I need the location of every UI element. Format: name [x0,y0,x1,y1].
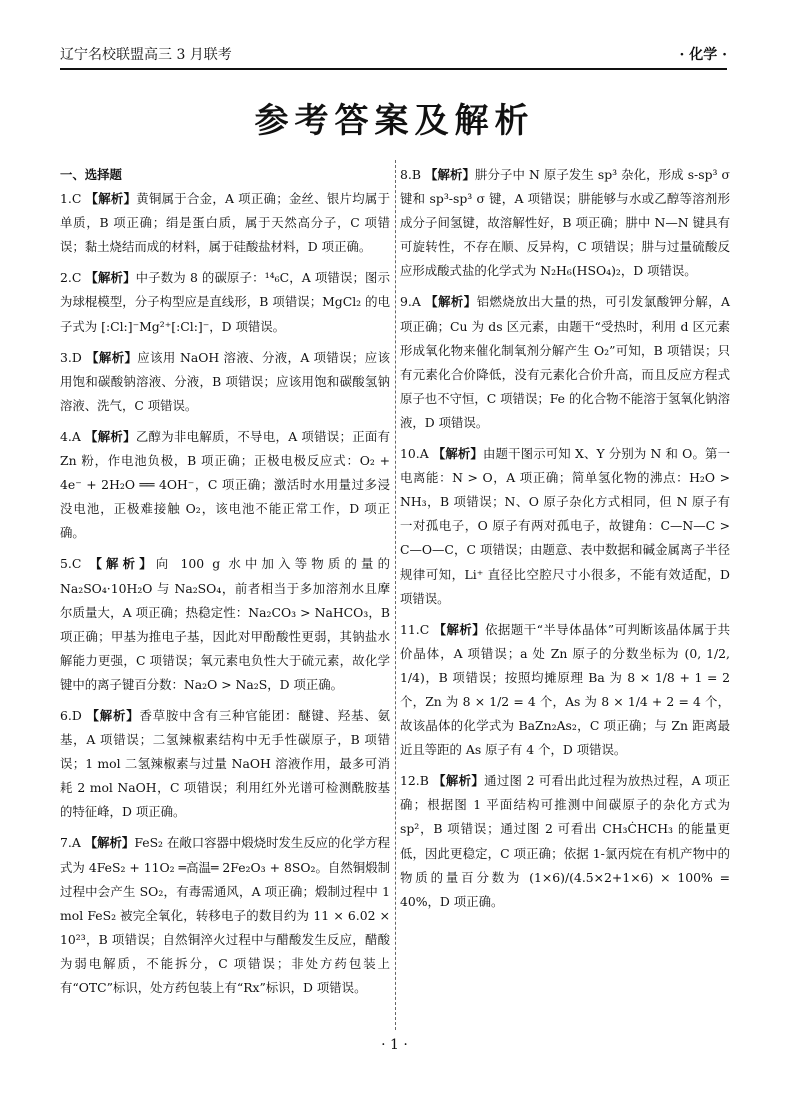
left-answer-list [60,187,390,1000]
answer-item [60,425,390,545]
analysis-tag: 【解析】 [85,428,136,444]
answer-number: 9.A [400,294,421,310]
section-heading: 一、选择题 [60,167,122,182]
analysis-tag: 【解析】 [425,294,477,310]
answer-item [60,187,390,259]
answer-number: 8.B [400,167,421,182]
answer-number: 3.D [60,349,82,365]
analysis-tag: 【解析】 [89,556,156,572]
answer-number: 7.A [60,835,81,851]
analysis-text: 应该用 NaOH 溶液、分液，A 项错误；应该用饱和碳酸钠溶液、分液，B 项错误；应该用饱和碳酸氢钠溶液、洗气，C 项错误。 [60,349,390,413]
analysis-text: 黄铜属于合金，A 项正确；金丝、银片均属于单质，B 项正确；绢是蛋白质，属于天然高分子，C 项错误；黏土烧结而成的材料，属于硅酸盐材料，D 项正确。 [60,191,391,255]
column-divider [395,160,396,1030]
analysis-text: 香草胺中含有三种官能团：醚键、羟基、氨基，A 项错误；二氢辣椒素结构中无手性碳原子，B 项错误；1 mol 二氢辣椒素与过量 NaOH 溶液作用，最多可消耗 2 mol NaOH，C 项错误；利用红外光谱可检测酰胺基的特征峰，D 项正确。 [60,707,390,820]
answer-item [60,346,390,418]
analysis-tag: 【解析】 [424,167,475,182]
right-answer-list [400,163,730,914]
analysis-tag: 【解析】 [84,835,135,851]
answer-number: 1.C [60,191,82,207]
answer-number: 4.A [60,428,81,444]
answer-item [60,831,390,1000]
page-number: · 1 · [381,1037,408,1053]
answer-item [400,769,730,914]
analysis-tag: 【解析】 [86,349,138,365]
answer-item [60,704,390,824]
analysis-text: 乙醇为非电解质，不导电，A 项错误；正面有 Zn 粉，作电池负极，B 项正确；正极电极反应式：O₂ + 4e⁻ + 2H₂O ══ 4OH⁻，C 项正确；激活时水用量过多浸没电池，正极难接触 O₂，该电池不能正常工作，D 项正确。 [60,428,390,541]
analysis-text: FeS₂ 在敞口容器中煅烧时发生反应的化学方程式为 4FeS₂ + 11O₂ ═高温═ 2Fe₂O₃ + 8SO₂。自然铜煅制过程中会产生 SO₂，有毒需通风，A 项正确；煅制过程中 1 mol FeS₂ 被完全氧化，转移电子的数目约为 11 × 6.02 × 10²³，B 项错误；自然铜淬火过程中与醋酸发生反应，醋酸为弱电解质，不能拆分，C 项错误；非处方药包装上有“OTC”标识，处方药包装上有“Rx”标识，D 项错误。 [60,835,391,995]
analysis-text: 肼分子中 N 原子发生 sp³ 杂化，形成 s-sp³ σ 键和 sp³-sp³ σ 键，A 项错误；肼能够与水或乙醇等溶剂形成分子间氢键，故溶解性好，B 项正确；肼中 N—N 键具有可旋转性，不存在顺、反异构，C 项错误；肼与过量硫酸反应形成酸式盐的化学式为 N₂H₆(HSO₄)₂，D 项错误。 [400,167,730,279]
analysis-text: 由题干图示可知 X、Y 分别为 N 和 O。第一电离能：N > O，A 项正确；简单氢化物的沸点：H₂O > NH₃，B 项错误；N、O 原子杂化方式相同，但 N 原子有一对孤电子，O 原子有两对孤电子，故键角：C—N—C > C—O—C，C 项错误；由题意、表中数据和碱金属离子半径规律可知，Li⁺ 直径比空腔尺寸小很多，不能有效适配，D 项错误。 [400,446,730,606]
left-column [60,163,390,1007]
answer-item [400,442,730,611]
answer-number: 12.B [400,773,429,789]
analysis-tag: 【解析】 [86,707,140,723]
answer-item [400,618,730,763]
analysis-tag: 【解析】 [432,446,483,462]
answer-number: 10.A [400,446,429,462]
answer-number: 11.C [400,621,430,637]
analysis-tag: 【解析】 [85,270,136,286]
right-column [400,163,730,921]
answer-number: 5.C [60,556,82,572]
analysis-text: 中子数为 8 的碳原子：¹⁴₆C，A 项错误；图示为球棍模型，分子构型应是直线形，B 项错误；MgCl₂ 的电子式为 [:Cl:]⁻Mg²⁺[:Cl:]⁻，D 项错误。 [60,270,390,334]
header-subject: · 化学 · [679,47,727,63]
analysis-tag: 【解析】 [433,773,485,789]
answer-number: 2.C [60,270,82,286]
answer-item [400,290,730,435]
page-header [60,40,727,70]
header-exam-name: 辽宁名校联盟高三 3 月联考 [60,47,232,63]
analysis-tag: 【解析】 [433,621,486,637]
analysis-text: 依据题干“半导体晶体”可判断该晶体属于共价晶体，A 项错误；a 处 Zn 原子的分数坐标为 (0, 1/2, 1/4)，B 项错误；按照均摊原理 Ba 为 8 × 1/8 + 1 = 2 个，Zn 为 8 × 1/2 = 4 个，As 为 8 × 1/4 + 2 = 4 个，故该晶体的化学式为 BaZn₂As₂，C 项正确；与 Zn 距离最近且等距的 As 原子有 4 个，D 项错误。 [400,621,730,758]
analysis-text: 向 100 g 水中加入等物质的量的 Na₂SO₄·10H₂O 与 Na₂SO₄，前者相当于多加溶剂水且摩尔质量大，A 项正确；热稳定性：Na₂CO₃ > NaHCO₃，B 项正确；甲基为推电子基，因此对甲酚酸性更弱，其钠盐水解能力更强，C 项错误；氧元素电负性大于硫元素，故化学键中的离子键百分数：Na₂O > Na₂S，D 项正确。 [60,556,390,692]
analysis-text: 铝燃烧放出大量的热，可引发氯酸钾分解，A 项正确；Cu 为 ds 区元素，由题干“受热时，利用 d 区元素形成氧化物来催化制氧剂分解产生 O₂”可知，B 项错误；只有元素化合价降低，没有元素化合价升高，而且反应方程式原子也不守恒，C 项错误；Fe 的化合物不能溶于氢氧化钠溶液，D 项错误。 [400,294,730,430]
page-title: 参考答案及解析 [254,101,535,141]
answer-number: 6.D [60,707,82,723]
analysis-tag: 【解析】 [85,191,137,207]
answer-item [60,266,390,338]
answer-item [400,163,730,283]
analysis-text: 通过图 2 可看出此过程为放热过程，A 项正确；根据图 1 平面结构可推测中间碳原子的杂化方式为 sp²，B 项错误；通过图 2 可看出 CH₃ĊHCH₃ 的能量更低，因此更稳定，C 项正确；依据 1-氯丙烷在有机产物中的物质的量百分数为 (1×6)/(4.5×2+1×6) × 100% = 40%，D 项正确。 [400,773,730,909]
answer-item [60,552,390,697]
